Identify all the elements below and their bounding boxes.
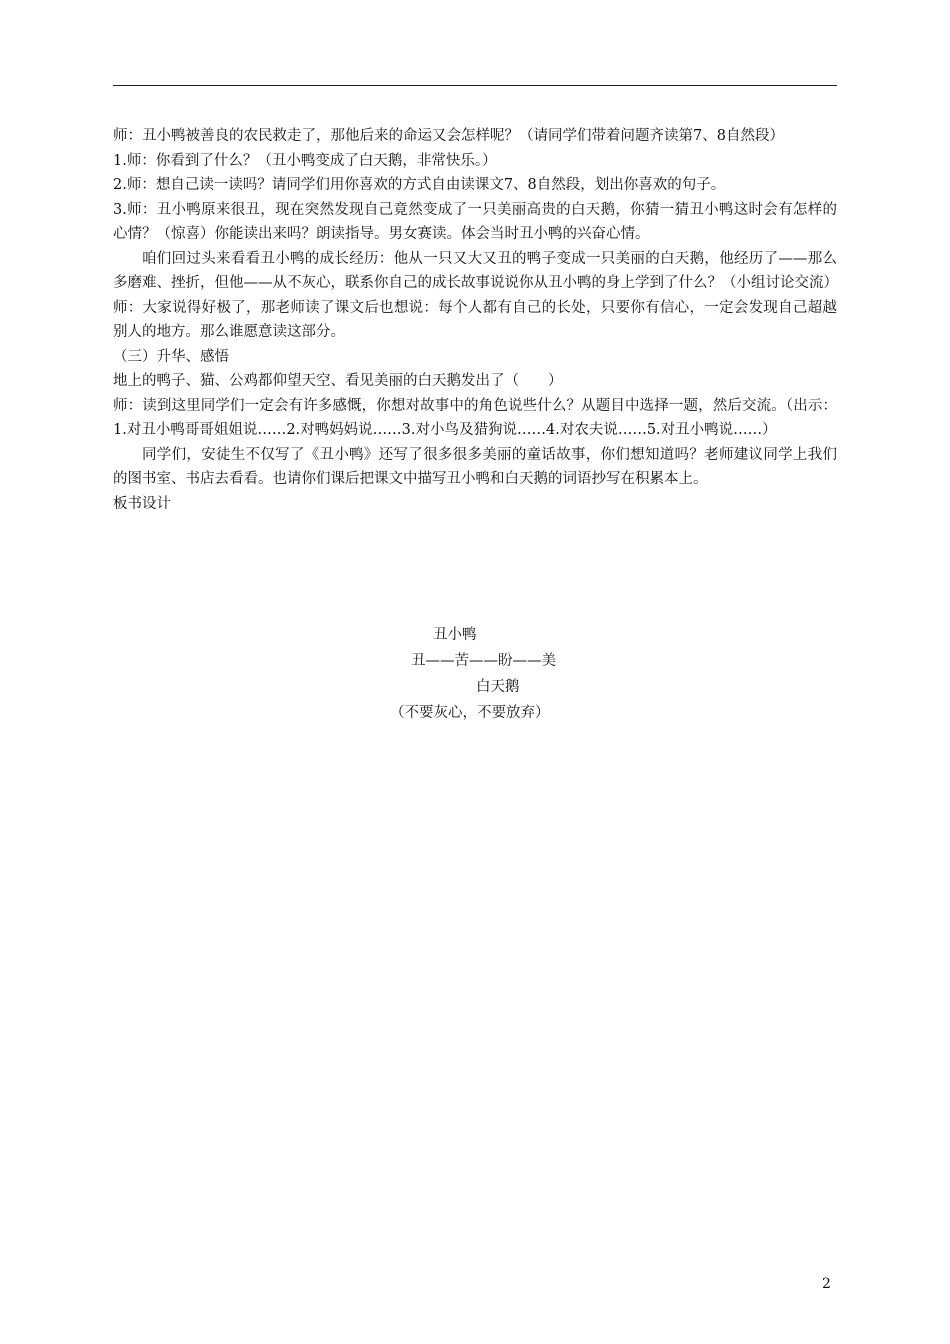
- page-number: 2: [822, 1276, 831, 1292]
- document-body: [113, 124, 837, 516]
- section-heading: （三）升华、感悟: [113, 348, 229, 365]
- board-title: 丑小鸭: [433, 627, 477, 643]
- paragraph: 师：大家说得好极了，那老师读了课文后也想说：每个人都有自己的长处，只要你有信心，一定会发现自己超越别人的地方。那么谁愿意读这部分。: [113, 299, 837, 340]
- board-design-heading: 板书设计: [113, 495, 171, 512]
- board-design: [113, 622, 837, 726]
- paragraph: 地上的鸭子、猫、公鸡都仰望天空、看见美丽的白天鹅发出了（ ）: [113, 373, 563, 389]
- board-progression: 丑——苦——盼——美: [411, 653, 556, 669]
- board-moral: （不要灰心，不要放弃）: [390, 705, 550, 721]
- board-result: 白天鹅: [476, 679, 520, 695]
- paragraph: 3.师：丑小鸭原来很丑，现在突然发现自己竟然变成了一只美丽高贵的白天鹅，你猜一猜丑小鸭这时会有怎样的心情？（惊喜）你能读出来吗？朗读指导。男女赛读。体会当时丑小鸭的兴奋心情。: [113, 201, 837, 242]
- paragraph: 咱们回过头来看看丑小鸭的成长经历：他从一只又大又丑的鸭子变成一只美丽的白天鹅，他经历了——那么多磨难、挫折，但他——从不灰心，联系你自己的成长故事说说你从丑小鸭的身上学到了什么？（小组讨论交流）: [113, 250, 838, 291]
- paragraph: 同学们，安徒生不仅写了《丑小鸭》还写了很多很多美丽的童话故事，你们想知道吗？老师建议同学上我们的图书室、书店去看看。也请你们课后把课文中描写丑小鸭和白天鹅的词语抄写在积累本上。: [113, 446, 837, 487]
- paragraph: 1.师：你看到了什么？（丑小鸭变成了白天鹅，非常快乐。）: [113, 152, 497, 169]
- paragraph: 2.师：想自己读一读吗？请同学们用你喜欢的方式自由读课文7、8自然段，划出你喜欢的句子。: [113, 177, 726, 193]
- paragraph: 师：读到这里同学们一定会有许多感慨，你想对故事中的角色说些什么？从题目中选择一题，然后交流。（出示：1.对丑小鸭哥哥姐姐说……2.对鸭妈妈说……3.对小鸟及猎狗说……4.对农夫说……5.对丑小鸭说……）: [113, 397, 837, 438]
- paragraph: 师：丑小鸭被善良的农民救走了，那他后来的命运又会怎样呢？（请同学们带着问题齐读第7、8自然段）: [113, 128, 784, 144]
- header-rule: [113, 85, 837, 86]
